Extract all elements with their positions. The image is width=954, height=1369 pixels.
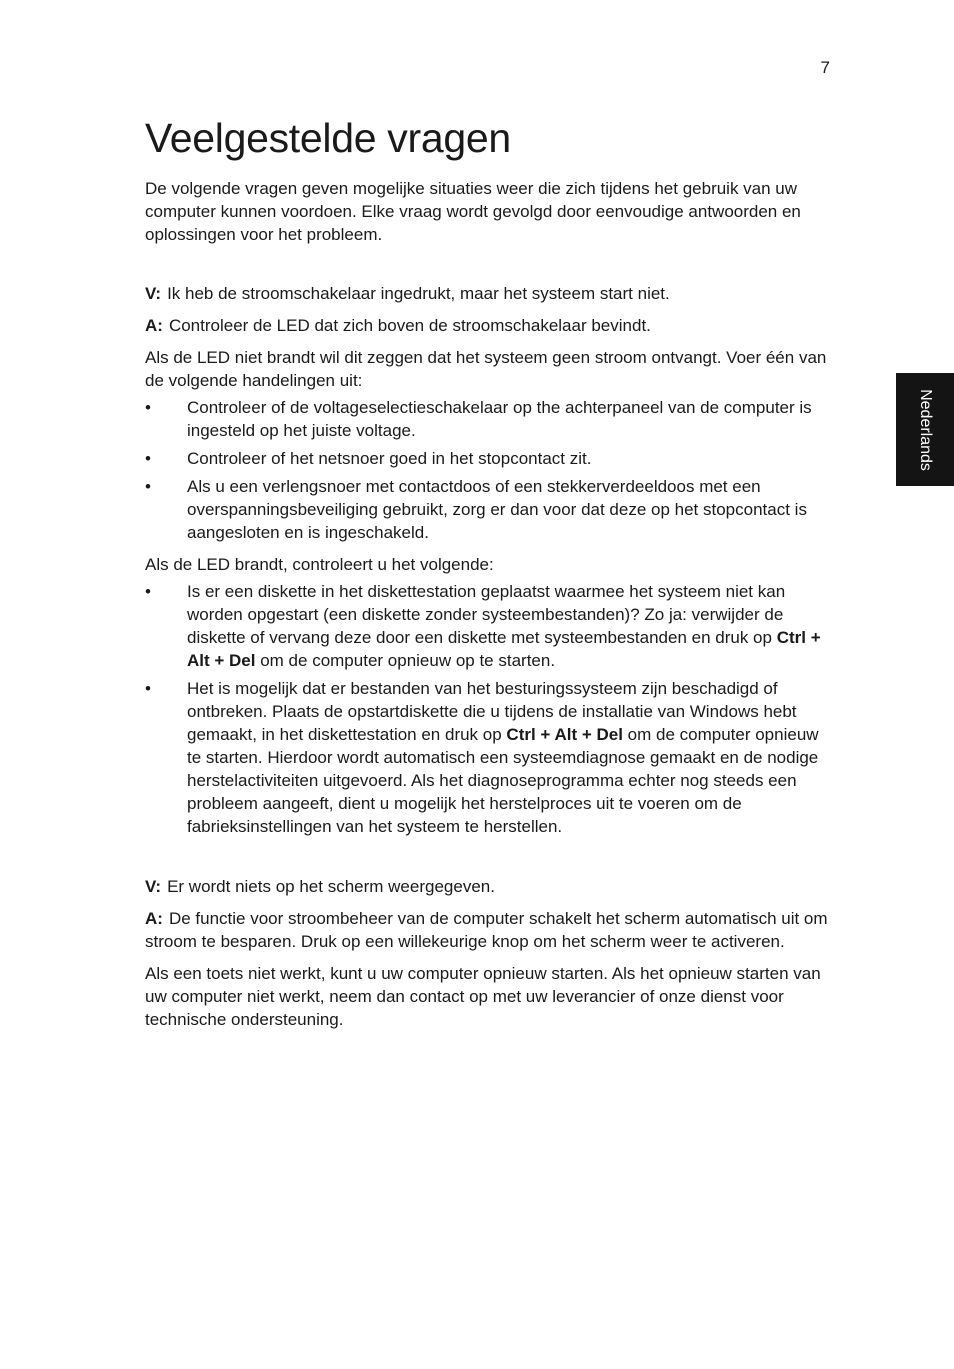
list-item: • Als u een verlengsnoer met contactdoos of een stekkerverdeeldoos met een overspanningsbeveiliging gebruikt, zorg er dan voor dat deze op het stopcontact is aangesloten en is ingeschakeld. (145, 477, 807, 542)
key-combination: Ctrl + Alt + Del (187, 628, 821, 670)
bullet-icon: • (145, 398, 151, 417)
restart-paragraph: Als een toets niet werkt, kunt u uw computer opnieuw starten. Als het opnieuw starten van uw computer niet werkt, neem dan contact op met uw leverancier of onze dienst voor technische ondersteuning. (145, 964, 821, 1029)
list-item: • Controleer of het netsnoer goed in het stopcontact zit. (145, 449, 592, 468)
list-item: • Controleer of de voltageselectieschakelaar op the achterpaneel van de computer is ingesteld op het juiste voltage. (145, 398, 812, 440)
question-text: Ik heb de stroomschakelaar ingedrukt, maar het systeem start niet. (167, 284, 670, 303)
question-tag: V: (145, 877, 162, 896)
page-title: Veelgestelde vragen (145, 115, 511, 161)
answer-text: Controleer de LED dat zich boven de stroomschakelaar bevindt. (168, 316, 651, 335)
list-item: • Het is mogelijk dat er bestanden van het besturingssysteem zijn beschadigd of ontbreken. Plaats de opstartdiskette die u tijdens de installatie van Windows hebt gemaakt, in het diskettestation en druk op Ctrl + Alt + Del om de computer opnieuw te starten. Hierdoor wordt automatisch een systeemdiagnose gemaakt en de nodige herstelactiviteiten uitgevoerd. Als het diagnoseprogramma echter nog steeds een probleem aangeeft, dient u mogelijk het herstelproces uit te voeren om de fabrieksinstellingen van het systeem te herstellen. (145, 679, 819, 836)
page-content (145, 113, 830, 1035)
led-on-paragraph: Als de LED brandt, controleert u het volgende: (145, 555, 494, 574)
answer-tag: A: (145, 909, 163, 928)
page-number: 7 (820, 58, 830, 77)
key-combination: Ctrl + Alt + Del (506, 725, 623, 744)
question-text: Er wordt niets op het scherm weergegeven. (167, 877, 495, 896)
language-tab-label: Nederlands (917, 388, 934, 471)
question-1 (145, 282, 830, 305)
bullet-icon: • (145, 477, 151, 496)
led-off-paragraph: Als de LED niet brandt wil dit zeggen dat het systeem geen stroom ontvangt. Voer één van de volgende handelingen uit: (145, 348, 827, 390)
bullet-icon: • (145, 582, 151, 601)
language-tab (896, 373, 954, 486)
answer-2 (145, 907, 830, 953)
list-item: • Is er een diskette in het diskettestation geplaatst waarmee het systeem niet kan worden opgestart (een diskette zonder systeembestanden)? Zo ja: verwijder de diskette of vervang deze door een diskette met systeembestanden en druk op Ctrl + Alt + Del om de computer opnieuw op te starten. (145, 582, 821, 670)
answer-1 (145, 314, 830, 337)
question-tag: V: (145, 284, 162, 303)
led-on-list (145, 580, 830, 838)
led-off-list (145, 396, 830, 544)
answer-tag: A: (145, 316, 163, 335)
bullet-icon: • (145, 449, 151, 468)
question-2 (145, 875, 830, 898)
bullet-icon: • (145, 679, 151, 698)
intro-paragraph: De volgende vragen geven mogelijke situaties weer die zich tijdens het gebruik van uw computer kunnen voordoen. Elke vraag wordt gevolgd door eenvoudige antwoorden en oplossingen voor het probleem. (145, 179, 801, 244)
answer-text: De functie voor stroombeheer van de computer schakelt het scherm automatisch uit om stroom te besparen. Druk op een willekeurige knop om het scherm weer te activeren. (145, 909, 828, 951)
